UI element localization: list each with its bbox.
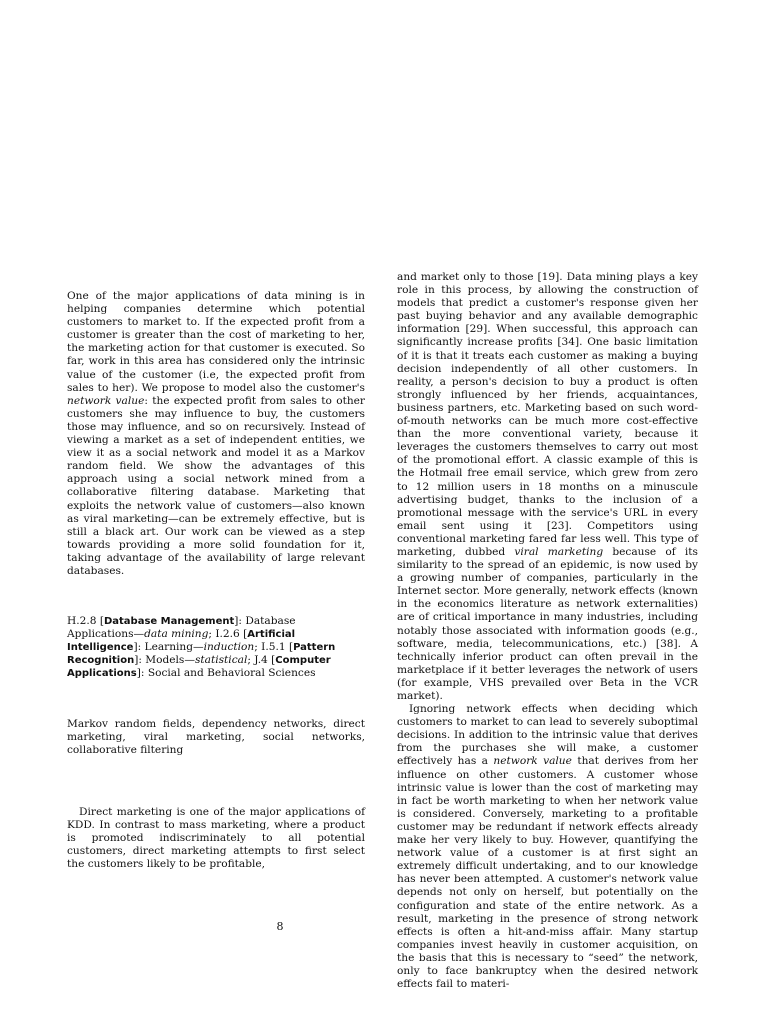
left-column [67,290,365,871]
page-number: 8 [276,920,284,933]
keywords-paragraph: Markov random fields, dependency networks, direct marketing, viral marketing, social networks, collaborative filtering [67,717,365,756]
abstract-paragraph: One of the major applications of data mining is in helping companies determine which potential customers to market to. If the expected profit from a customer is greater than the cost of marketing to her, the marketing action for that customer is executed. So far, work in this area has considered only the intrinsic value of the customer (i.e, the expected profit from sales to her). We propose to model also the customer's network value: the expected profit from sales to other customers she may influence to buy, the customers those may influence, and so on recursively. Instead of viewing a market as a set of independent entities, we view it as a social network and model it as a Markov random field. We show the advantages of this approach using a social network mined from a collaborative filtering database. Marketing that exploits the network value of customers—also known as viral marketing—can be extremely effective, but is still a black art. Our work can be viewed as a step towards providing a more solid foundation for it, taking advantage of the availability of large relevant databases. [67,290,365,577]
introduction-paragraph: Direct marketing is one of the major applications of KDD. In contrast to mass marketing, where a product is promoted indiscriminately to all potential customers, direct marketing attempts to first select the customers likely to be profitable, [67,805,365,871]
right-column [397,271,698,991]
intro-continued-paragraph: and market only to those [19]. Data mining plays a key role in this process, by allowing the construction of models that predict a customer's response given her past buying behavior and any available demographic information [29]. When successful, this approach can significantly increase profits [34]. One basic limitation of it is that it treats each customer as making a buying decision independently of all other customers. In reality, a person's decision to buy a product is often strongly influenced by her friends, acquaintances, business partners, etc. Marketing based on such word-of-mouth networks can be much more cost-effective than the more conventional variety, because it leverages the customers themselves to carry out most of the promotional effort. A classic example of this is the Hotmail free email service, which grew from zero to 12 million users in 18 months on a minuscule advertising budget, thanks to the inclusion of a promotional message with the service's URL in every email sent using it [23]. Competitors using conventional marketing fared far less well. This type of marketing, dubbed viral marketing because of its similarity to the spread of an epidemic, is now used by a growing number of companies, particularly in the Internet sector. More generally, network effects (known in the economics literature as network externalities) are of critical importance in many industries, including notably those associated with information goods (e.g., software, media, telecommunications, etc.) [38]. A technically inferior product can often prevail in the marketplace if it better leverages the network of users (for example, VHS prevailed over Beta in the VCR market). [397,271,698,702]
categories-paragraph: H.2.8 [Database Management]: Database Applications—data mining; I.2.6 [Artificial Intelligence]: Learning—induction; I.5.1 [Pattern Recognition]: Models—statistical; J.4 [Computer Applications]: Social and Behavioral Sciences [67,615,336,680]
network-value-paragraph: Ignoring network effects when deciding which customers to market to can lead to severely suboptimal decisions. In addition to the intrinsic value that derives from the purchases she will make, a customer effectively has a network value that derives from her influence on other customers. A customer whose intrinsic value is lower than the cost of marketing may in fact be worth marketing to when her network value is considered. Conversely, marketing to a profitable customer may be redundant if network effects already make her very likely to buy. However, quantifying the network value of a customer is at first sight an extremely difficult undertaking, and to our knowledge has never been attempted. A customer's network value depends not only on herself, but potentially on the configuration and state of the entire network. As a result, marketing in the presence of strong network effects is often a hit-and-miss affair. Many startup companies invest heavily in customer acquisition, on the basis that this is necessary to “seed” the network, only to face bankruptcy when the desired network effects fail to materi- [397,703,698,991]
